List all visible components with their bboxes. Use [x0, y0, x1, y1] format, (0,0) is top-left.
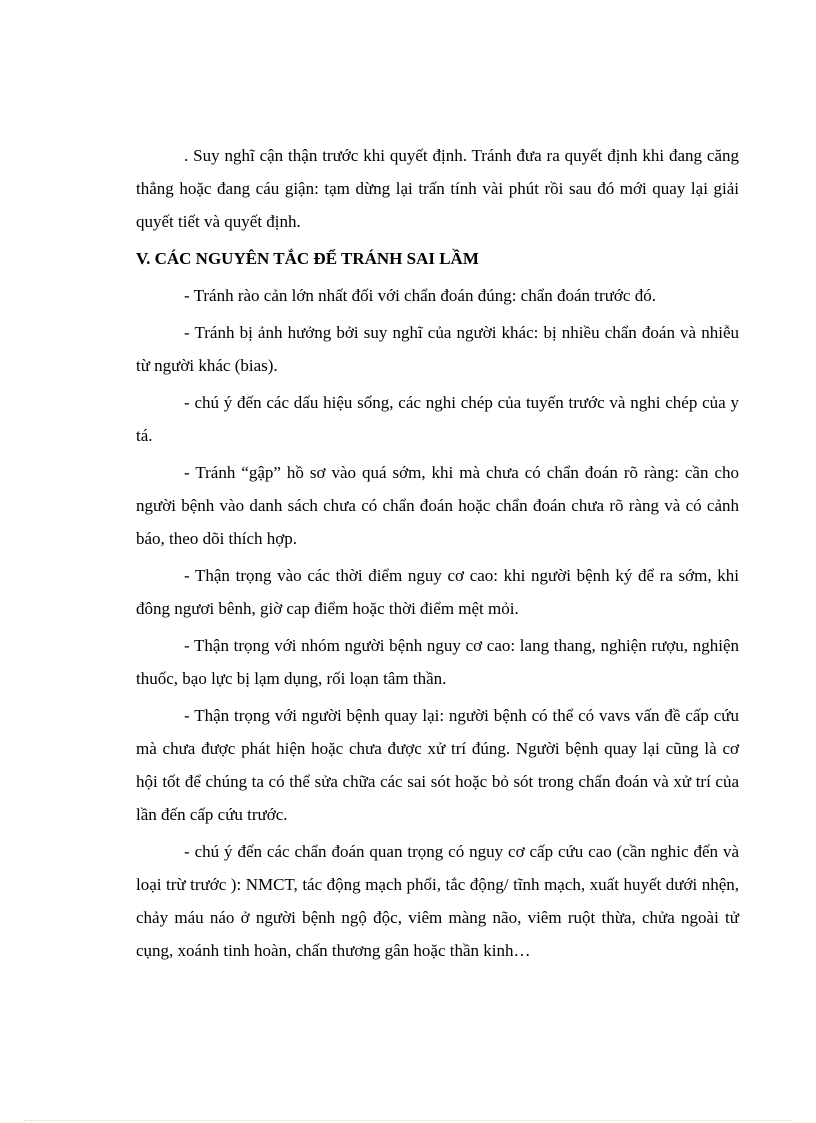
list-item: - Thận trọng với người bệnh quay lại: người bệnh có thể có vavs vấn đề cấp cứu mà chưa được phát hiện hoặc chưa được xử trí đúng. Người bệnh quay lại cũng là cơ hội tốt để chúng ta có thể sửa chữa các sai sót hoặc bỏ sót trong chẩn đoán và xử trí của lần đến cấp cứu trước. — [136, 706, 739, 824]
document-body — [136, 139, 739, 971]
list-item: - Tránh rào cản lớn nhất đối với chẩn đoán đúng: chẩn đoán trước đó. — [184, 286, 656, 305]
section-heading: V. CÁC NGUYÊN TẮC ĐỂ TRÁNH SAI LẦM — [136, 249, 479, 268]
list-item: - Tránh bị ảnh hưởng bởi suy nghĩ của người khác: bị nhiều chẩn đoán và nhiễu từ người khác (bias). — [136, 323, 739, 375]
list-item: - chú ý đến các dấu hiệu sống, các nghi chép của tuyến trước và nghi chép của y tá. — [136, 393, 739, 445]
list-item: - Thận trọng với nhóm người bệnh nguy cơ cao: lang thang, nghiện rượu, nghiện thuốc, bạo lực bị lạm dụng, rối loạn tâm thần. — [136, 636, 739, 688]
list-item: - Thận trọng vào các thời điểm nguy cơ cao: khi người bệnh ký để ra sớm, khi đông ngươi bênh, giờ cap điểm hoặc thời điểm mệt mỏi. — [136, 566, 739, 618]
list-item: - chú ý đến các chẩn đoán quan trọng có nguy cơ cấp cứu cao (cần nghic đến và loại trừ trước ): NMCT, tác động mạch phổi, tắc động/ tĩnh mạch, xuất huyết dưới nhện, chảy máu náo ở người bệnh ngộ độc, viêm màng não, viêm ruột thừa, chửa ngoài tử cụng, xoánh tinh hoàn, chấn thương gân hoặc thần kinh… — [136, 842, 739, 960]
intro-paragraph: . Suy nghĩ cận thận trước khi quyết định. Tránh đưa ra quyết định khi đang căng thẳng hoặc đang cáu giận: tạm dừng lại trấn tính vài phút rồi sau đó mới quay lại giải quyết tiết và quyết định. — [136, 146, 739, 231]
list-item: - Tránh “gập” hồ sơ vào quá sớm, khi mà chưa có chẩn đoán rõ ràng: cần cho người bệnh vào danh sách chưa có chẩn đoán hoặc chẩn đoán chưa rõ ràng và có cảnh báo, theo dõi thích hợp. — [136, 463, 739, 548]
page-bottom-divider — [24, 1120, 792, 1121]
